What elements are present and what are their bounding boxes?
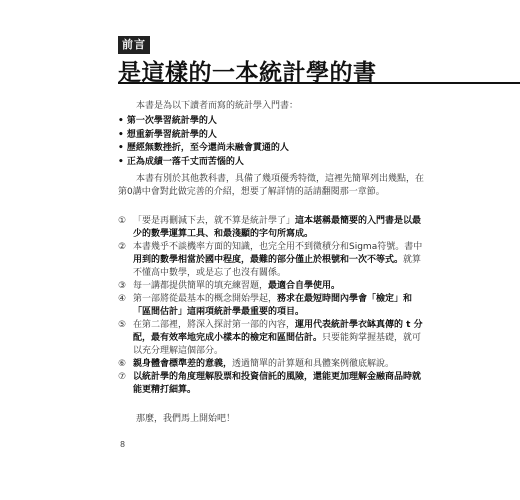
title-rule xyxy=(118,82,520,84)
feature-item xyxy=(118,241,428,280)
features-intro-paragraph: 本書有別於其他教科書，具備了幾項優秀特徵，這裡先簡單列出幾點，在第0講中會對此做完善的介紹，想要了解詳情的話請翻閱那一章節。 xyxy=(118,174,425,197)
feature-text: 「要是再刪減下去，就不算是統計學了」 xyxy=(133,216,296,226)
audience-item: • 歷經無數挫折，至今還尚未融會貫通的人 xyxy=(118,143,289,153)
feature-bold-text: 用到的數學相當於國中程度，最難的部分僅止於根號和一次不等式。 xyxy=(133,255,404,265)
page-title: 是這樣的一本統計學的書 xyxy=(118,60,377,86)
feature-number: ② xyxy=(118,242,127,252)
feature-item xyxy=(118,215,428,241)
feature-number: ① xyxy=(118,216,127,226)
feature-item xyxy=(118,293,428,319)
preface-tag: 前言 xyxy=(118,36,150,54)
feature-bold-text: 以統計學的角度理解股票和投資信託的風險，還能更加理解金融商品時就能更精打細算。 xyxy=(133,372,422,395)
feature-text: 就算不懂高中數學，或是忘了也沒有關係。 xyxy=(133,255,422,278)
audience-item: • 正為成績一落千丈而苦惱的人 xyxy=(118,156,244,167)
page-number: 8 xyxy=(120,440,126,449)
audience-item: • 第一次學習統計學的人 xyxy=(118,116,217,126)
feature-bold-text: 運用代表統計學衣缽真傳的 t 分配，最有效率地完成小樣本的檢定和區間估計。 xyxy=(133,320,423,343)
audience-item: • 想重新學習統計學的人 xyxy=(118,129,217,140)
intro-paragraph: 本書是為以下讀者而寫的統計學入門書： xyxy=(136,101,299,111)
feature-number: ④ xyxy=(118,294,127,304)
feature-number: ⑦ xyxy=(118,372,127,382)
feature-bold-text: 務求在最短時間內學會「檢定」和「區間估計」這兩項統計學最重要的項目。 xyxy=(133,294,413,317)
feature-bold-text: 這本堪稱最簡要的入門書是以最少的數學運算工具、和最淺顯的字句所寫成。 xyxy=(133,216,422,239)
feature-bold-text: 最適合自學使用。 xyxy=(268,281,341,291)
audience-list xyxy=(118,115,428,169)
feature-text: 本書幾乎不談機率方面的知識，也完全用不到微積分和Sigma符號。書中 xyxy=(133,242,423,252)
feature-number: ⑥ xyxy=(118,359,127,369)
feature-number: ⑤ xyxy=(118,320,127,330)
feature-number: ③ xyxy=(118,281,127,291)
feature-item xyxy=(118,358,428,371)
feature-text: 透過簡單的計算題和具體案例徹底解說。 xyxy=(232,359,395,369)
feature-item xyxy=(118,371,428,397)
feature-text: 只要能夠掌握基礎，就可以充分理解這個部分。 xyxy=(133,333,422,356)
features-list xyxy=(118,215,428,397)
feature-text: 第一部將從最基本的概念開始學起， xyxy=(133,294,278,304)
feature-bold-text: 親身體會標準差的意義， xyxy=(133,359,233,369)
feature-item xyxy=(118,280,428,293)
feature-text: 每一講都提供簡單的填充練習題， xyxy=(133,281,269,291)
closing-line: 那麼，我們馬上開始吧！ xyxy=(136,414,236,424)
feature-text: 在第二部裡，將深入探討第一部的內容， xyxy=(133,320,296,330)
feature-item xyxy=(118,319,428,358)
body-content xyxy=(118,100,428,426)
